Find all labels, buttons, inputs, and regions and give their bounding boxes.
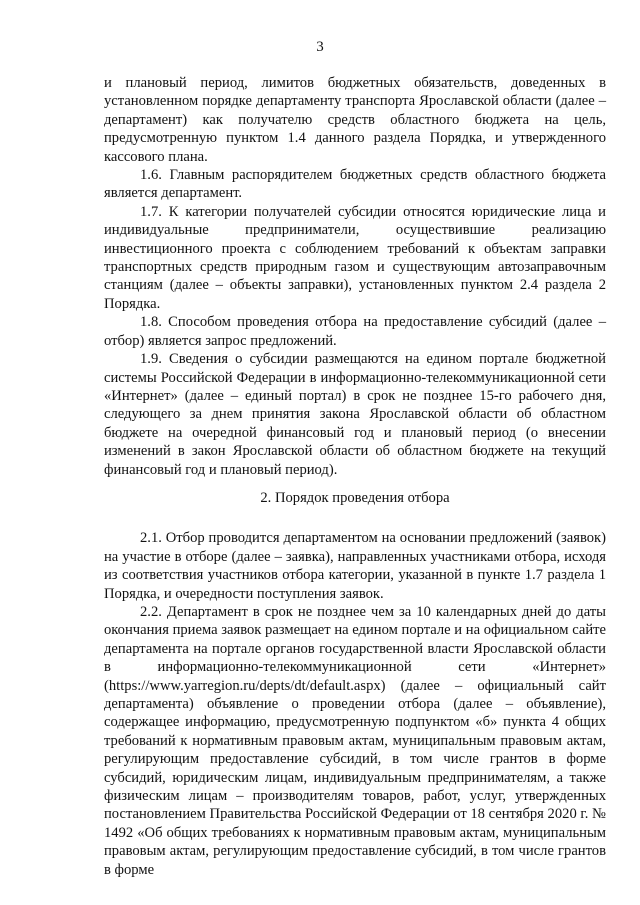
- paragraph-1-6: 1.6. Главным распорядителем бюджетных средств областного бюджета является департамент.: [104, 167, 606, 202]
- document-body: [104, 74, 606, 879]
- section-heading: 2. Порядок проведения отбора: [260, 489, 450, 506]
- paragraph-2-1: 2.1. Отбор проводится департаментом на основании предложений (заявок) на участие в отборе (далее – заявка), направленных участниками отбора, исходя из соответствия участников отбора категории, указанной в пункте 1.7 раздела 1 Порядка, и очередности поступления заявок.: [104, 530, 606, 602]
- page-number: 3: [316, 39, 324, 55]
- paragraph-1-9: 1.9. Сведения о субсидии размещаются на едином портале бюджетной системы Российской Федерации в информационно-телекоммуникационной сети «Интернет» (далее – единый портал) в срок не позднее 15-го рабочего дня, следующего за днем принятия закона Ярославской области об областном бюджете на очередной финансовый год и плановый период (о внесении изменений в закон Ярославской области об областном бюджете на текущий финансовый год и плановый период).: [104, 351, 606, 478]
- paragraph-1-7: 1.7. К категории получателей субсидии относятся юридические лица и индивидуальные предприниматели, осуществившие реализацию инвестиционного проекта с соблюдением требований к объектам заправки транспортных средств природным газом и существующим автозаправочным станциям (далее – объекты заправки), установленных пунктом 2.4 раздела 2 Порядка.: [104, 203, 606, 312]
- paragraph-continuation: и плановый период, лимитов бюджетных обязательств, доведенных в установленном порядке департаменту транспорта Ярославской области (далее – департамент) как получателю средств областного бюджета на цель, предусмотренную пунктом 1.4 данного раздела Порядка, и утвержденного кассового плана.: [104, 75, 606, 165]
- paragraph-2-2: 2.2. Департамент в срок не позднее чем за 10 календарных дней до даты окончания приема заявок размещает на едином портале и на официальном сайте департамента на портале органов государственной власти Ярославской области в информационно-телекоммуникационной сети «Интернет» (https://www.yarregion.ru/depts/dt/default.aspx) (далее – официальный сайт департамента) объявление о проведении отбора (далее – объявление), содержащее информацию, предусмотренную подпунктом «б» пункта 4 общих требований к нормативным правовым актам, муниципальным правовым актам, регулирующим предоставление субсидий, в том числе грантов в форме субсидий, юридическим лицам, индивидуальным предпринимателям, а также физическим лицам – производителям товаров, работ, услуг, утвержденных постановлением Правительства Российской Федерации от 18 сентября 2020 г. № 1492 «Об общих требованиях к нормативным правовым актам, муниципальным правовым актам, регулирующим предоставление субсидий, в том числе грантов в форме: [104, 603, 606, 878]
- paragraph-1-8: 1.8. Способом проведения отбора на предоставление субсидий (далее – отбор) является запрос предложений.: [104, 314, 606, 349]
